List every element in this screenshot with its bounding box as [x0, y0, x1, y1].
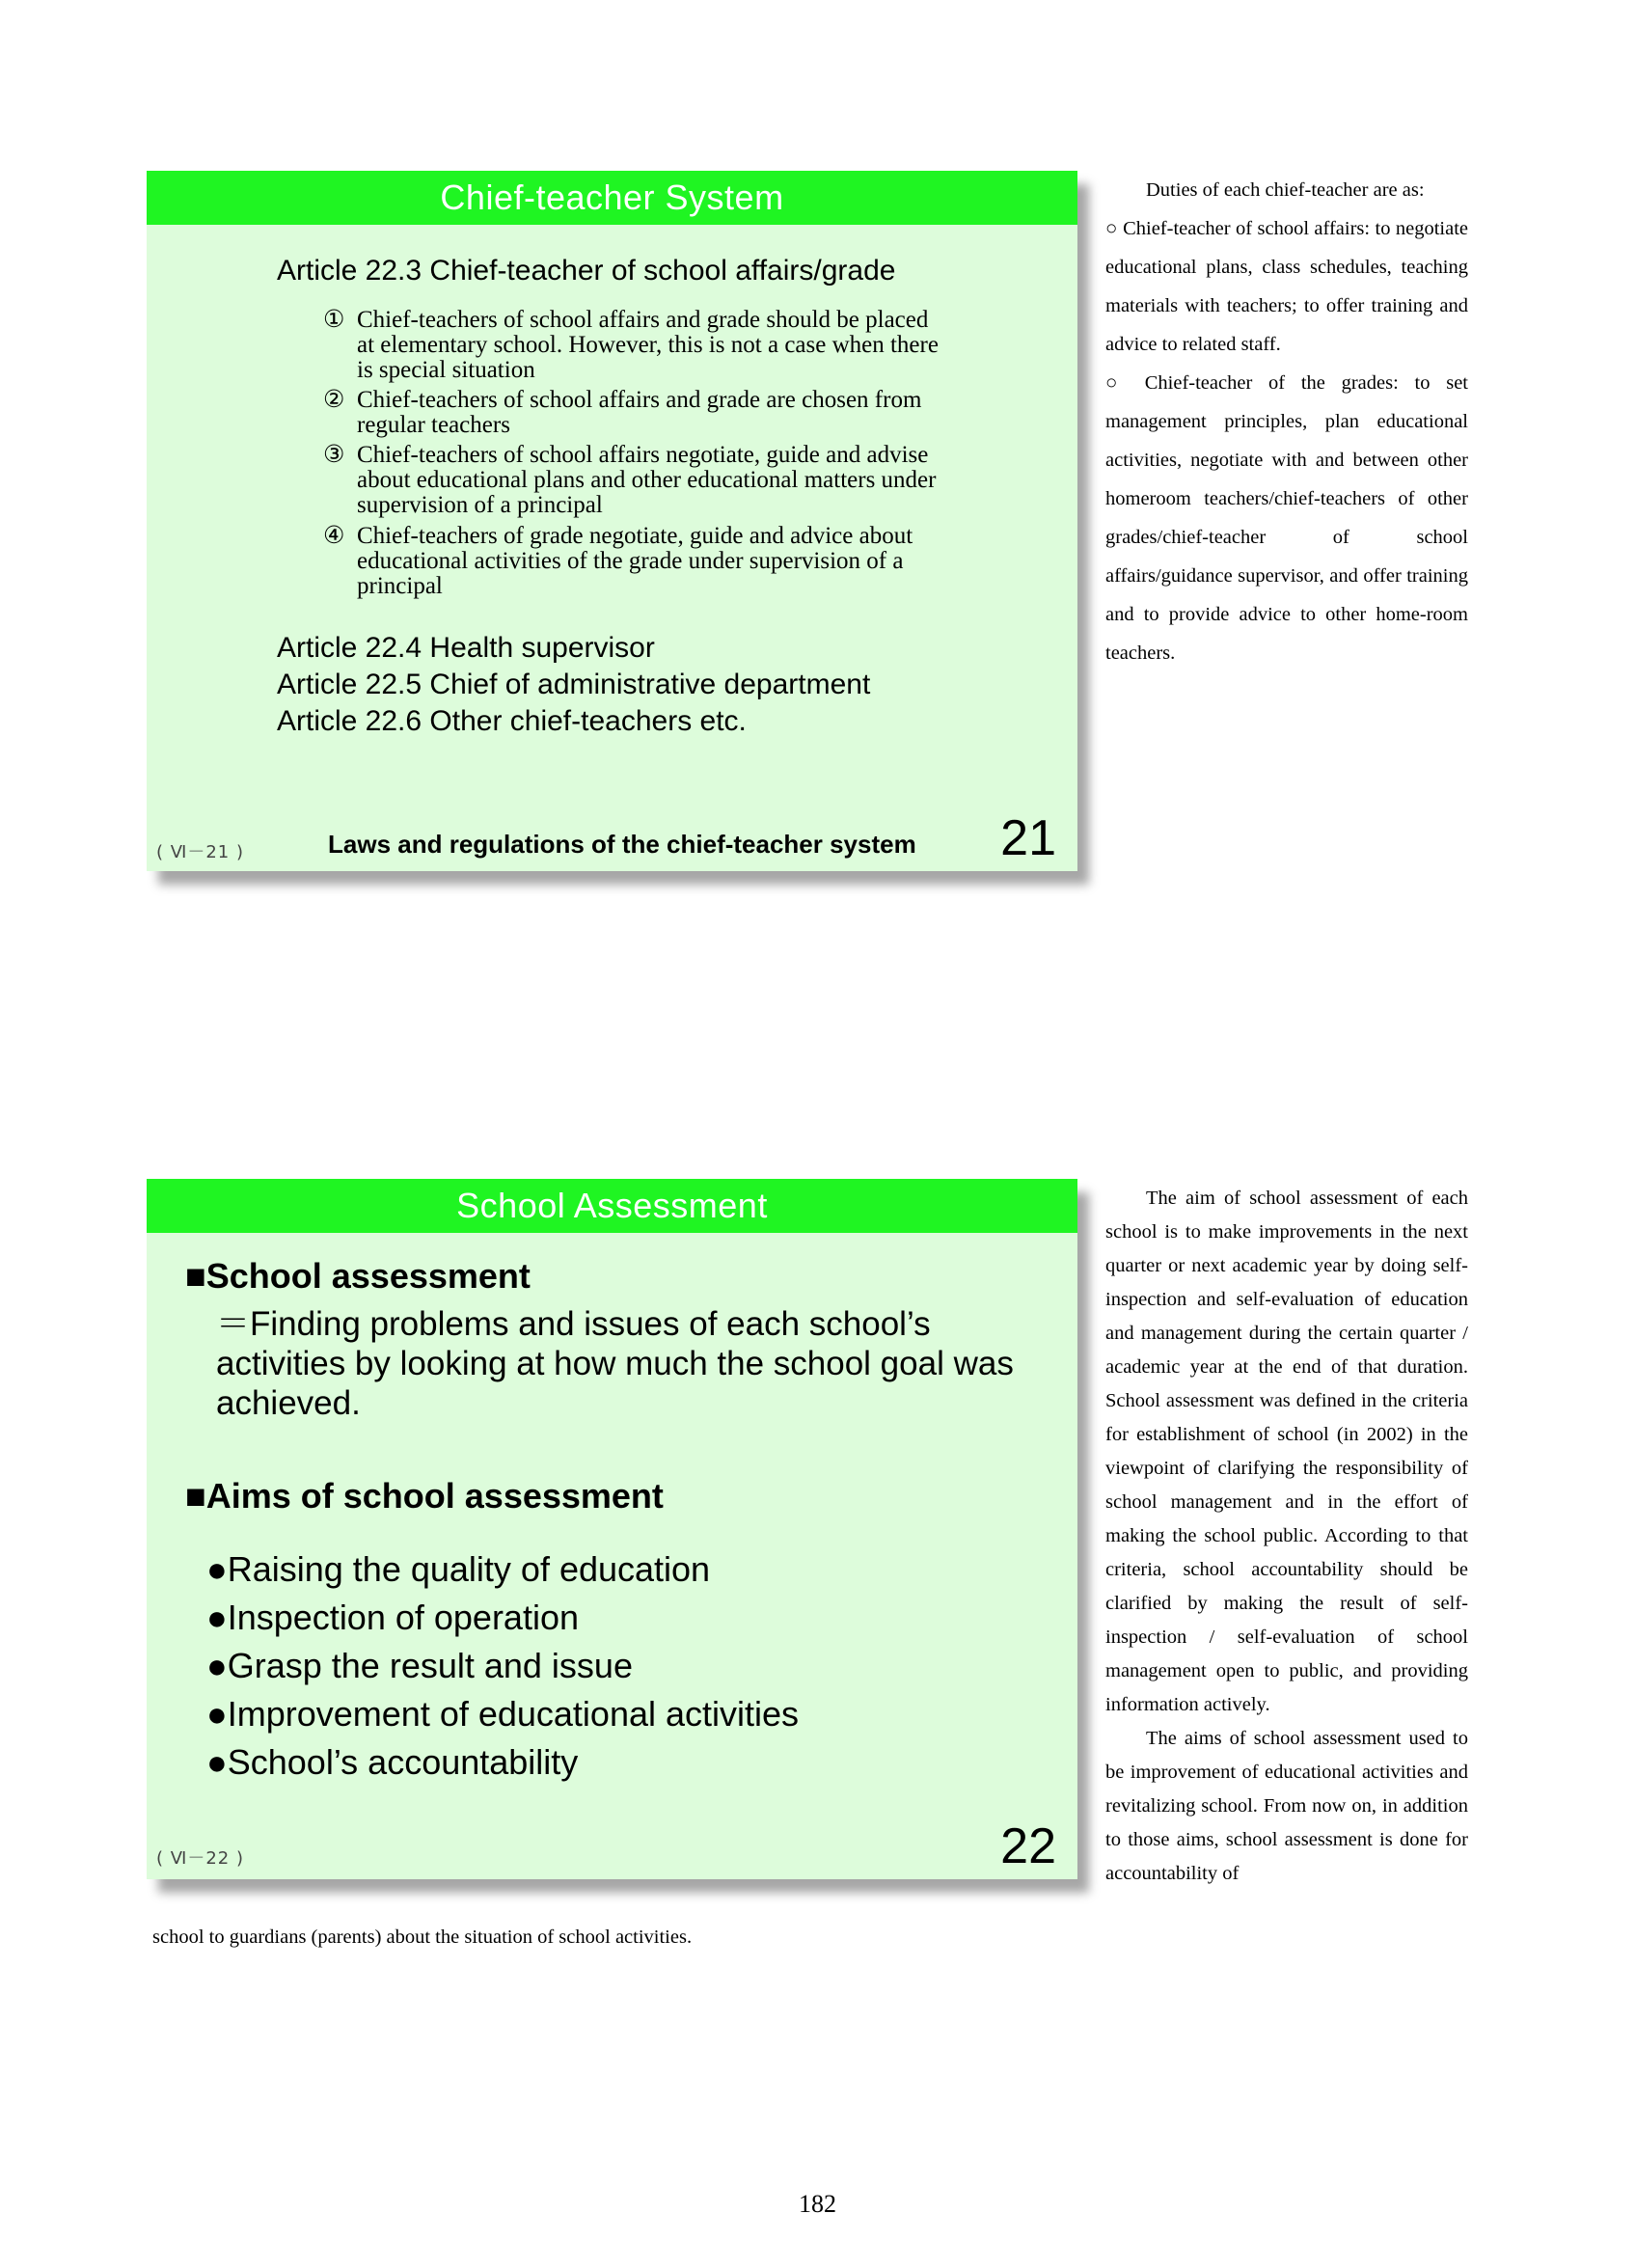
item-number: ③: [323, 442, 345, 468]
item-number: ②: [323, 387, 345, 413]
list-item: ●Grasp the result and issue: [206, 1646, 633, 1685]
article-heading: Article 22.4 Health supervisor: [277, 632, 655, 664]
notes-paragraph: ○ Chief-teacher of school affairs: to negotiate educational plans, class schedules, teaching materials with teachers; to offer training and advice to related staff.: [1105, 218, 1468, 355]
notes-continuation: school to guardians (parents) about the situation of school activities.: [152, 1926, 693, 1948]
article-item: ① Chief-teachers of school affairs and grade should be placed at elementary school. However, this is not a case when there is special situation: [323, 307, 939, 383]
section-heading: ■School assessment: [185, 1256, 531, 1296]
article-item: ③ Chief-teachers of school affairs negotiate, guide and advise about educational plans and other educational matters under supervision of a principal: [323, 442, 937, 518]
article-heading: Article 22.5 Chief of administrative department: [277, 669, 871, 700]
item-number: ①: [323, 307, 345, 333]
slide-title: Chief-teacher System: [147, 171, 1077, 225]
slide-number: 21: [1000, 810, 1056, 866]
slide-code: ( Ⅵ－21 ): [156, 842, 244, 862]
page-number: 182: [799, 2190, 836, 2218]
slide-code: ( Ⅵ－22 ): [156, 1848, 244, 1869]
notes-paragraph: ○ Chief-teacher of the grades: to set management principles, plan educational activities, negotiate with and between other homeroom teachers/chief-teachers of other grades/chief-teacher of school affairs/guidance supervisor, and offer training and to provide advice to other home-room teachers.: [1105, 372, 1468, 664]
slide-number: 22: [1000, 1818, 1056, 1874]
notes-paragraph: Duties of each chief-teacher are as:: [1146, 179, 1425, 201]
list-item: ●Inspection of operation: [206, 1598, 579, 1637]
notes-chief-teacher: [1105, 171, 1468, 672]
article-item: ② Chief-teachers of school affairs and grade are chosen from regular teachers: [323, 387, 922, 438]
item-number: ④: [323, 523, 345, 549]
slide-school-assessment: [147, 1179, 1077, 1879]
definition-text: ＝Finding problems and issues of each school’s activities by looking at how much the school goal was achieved.: [216, 1305, 1014, 1422]
list-item: ●School’s accountability: [206, 1742, 579, 1782]
article-heading: Article 22.3 Chief-teacher of school affairs/grade: [277, 255, 896, 287]
slide-chief-teacher-system: [147, 171, 1077, 871]
slide-footer: Laws and regulations of the chief-teacher system: [328, 830, 916, 859]
article-item: ④ Chief-teachers of grade negotiate, guide and advice about educational activities of the grade under supervision of a principal: [323, 523, 913, 599]
notes-school-assessment: [1105, 1182, 1468, 1891]
slide-title: School Assessment: [147, 1179, 1077, 1233]
aims-list: [206, 1545, 799, 1787]
section-heading: ■Aims of school assessment: [185, 1476, 664, 1516]
article-heading: Article 22.6 Other chief-teachers etc.: [277, 705, 747, 737]
list-item: ●Raising the quality of education: [206, 1549, 711, 1589]
list-item: ●Improvement of educational activities: [206, 1694, 800, 1734]
notes-paragraph: The aim of school assessment of each school is to make improvements in the next quarter or next academic year by doing self-inspection and self-evaluation of education and management during the certain quarter / academic year at the end of that duration. School assessment was defined in the criteria for establishment of school (in 2002) in the viewpoint of clarifying the responsibility of school management and in the effort of making the school public. According to that criteria, school accountability should be clarified by making the result of self-inspection / self-evaluation of school management open to public, and providing information actively.: [1105, 1188, 1468, 1715]
notes-paragraph: The aims of school assessment used to be improvement of educational activities and revitalizing school. From now on, in addition to those aims, school assessment is done for accountability of: [1105, 1728, 1468, 1884]
